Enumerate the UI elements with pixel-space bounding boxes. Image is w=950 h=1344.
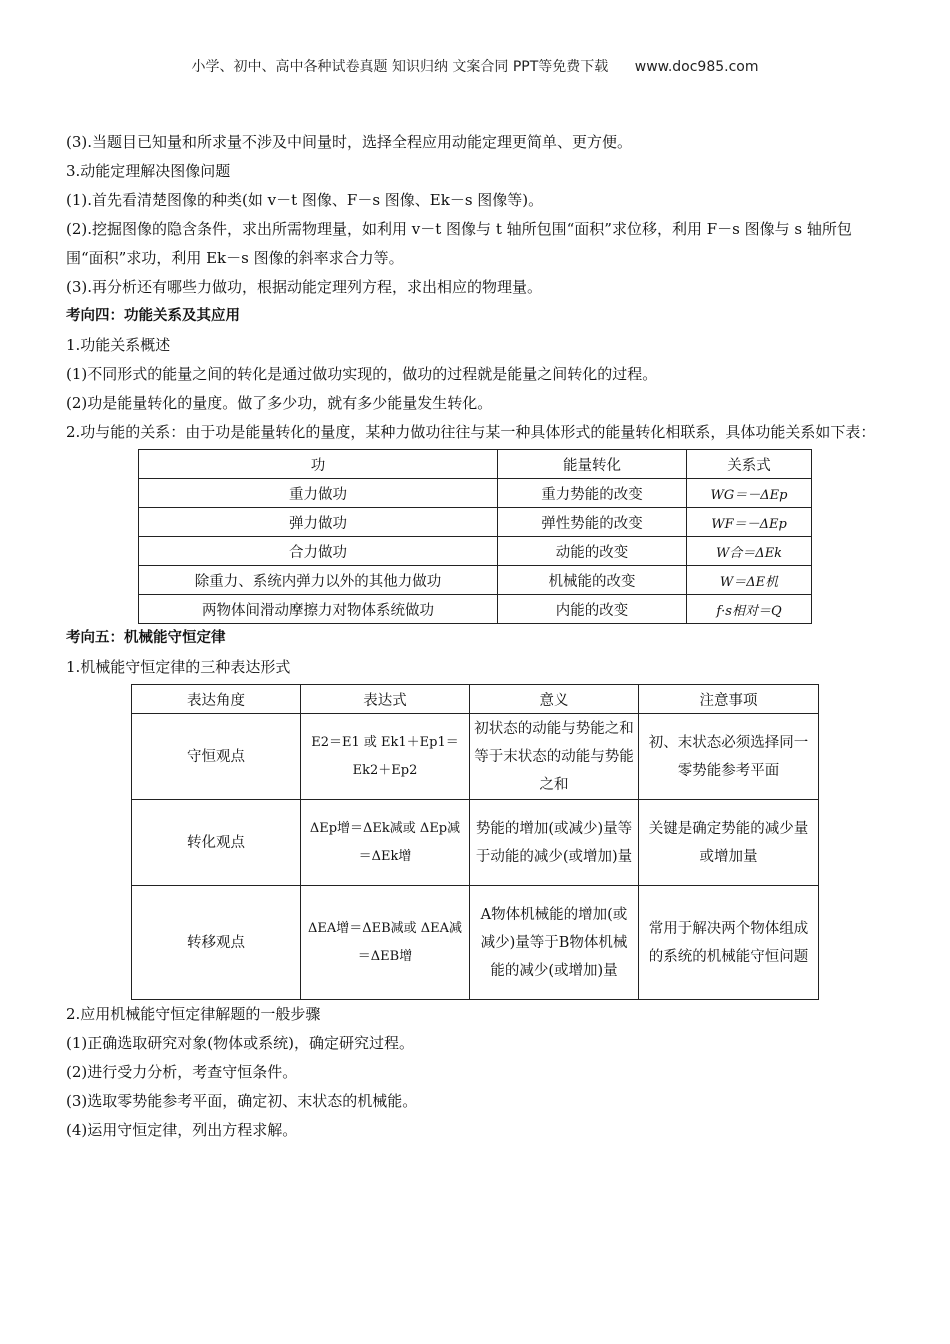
table-cell: 守恒观点	[132, 714, 301, 800]
table-cell: 重力做功	[139, 479, 498, 508]
section5-title: 考向五：机械能守恒定律	[66, 630, 226, 646]
table-cell: 内能的改变	[498, 595, 687, 624]
section4-s1b: (2)功是能量转化的量度。做了多少功，就有多少能量发生转化。	[66, 394, 493, 412]
intro-p3: (1).首先看清楚图像的种类(如 v－t 图像、F－s 图像、Ek－s 图像等)。	[66, 191, 544, 209]
table-cell: 弹力做功	[139, 508, 498, 537]
table-cell: 合力做功	[139, 537, 498, 566]
table-cell: 常用于解决两个物体组成的系统的机械能守恒问题	[639, 886, 819, 1000]
table-header: 关系式	[687, 450, 812, 479]
table-row	[139, 479, 812, 508]
work-energy-table	[138, 449, 812, 624]
section4-title: 考向四：功能关系及其应用	[66, 308, 240, 324]
section5-s1: 1.机械能守恒定律的三种表达形式	[66, 658, 291, 676]
table-cell: 转移观点	[132, 886, 301, 1000]
section5-s2: 2.应用机械能守恒定律解题的一般步骤	[66, 1005, 321, 1023]
table-cell: W＝ΔE机	[687, 566, 812, 595]
table-cell: 势能的增加(或减少)量等于动能的减少(或增加)量	[470, 800, 639, 886]
table-cell: 初、末状态必须选择同一零势能参考平面	[639, 714, 819, 800]
table-cell: WG＝－ΔEp	[687, 479, 812, 508]
table-header: 表达角度	[132, 685, 301, 714]
table-cell: A物体机械能的增加(或减少)量等于B物体机械能的减少(或增加)量	[470, 886, 639, 1000]
table-header-row	[132, 685, 819, 714]
section4-s1: 1.功能关系概述	[66, 336, 171, 354]
section5-s2c: (3)选取零势能参考平面，确定初、末状态的机械能。	[66, 1092, 418, 1110]
table-cell: 转化观点	[132, 800, 301, 886]
intro-p5: (3).再分析还有哪些力做功，根据动能定理列方程，求出相应的物理量。	[66, 278, 543, 296]
table-row	[139, 508, 812, 537]
table-header: 表达式	[301, 685, 470, 714]
page-header	[0, 56, 950, 76]
table-row	[139, 566, 812, 595]
table-header: 能量转化	[498, 450, 687, 479]
table-cell: E2＝E1 或 Ek1＋Ep1＝Ek2＋Ep2	[301, 714, 470, 800]
intro-p2: 3.动能定理解决图像问题	[66, 162, 231, 180]
section4-s2: 2.功与能的关系：由于功是能量转化的量度，某种力做功往往与某一种具体形式的能量转化相联系，具体功能关系如下表：	[66, 423, 876, 441]
table-cell: W合＝ΔEk	[687, 537, 812, 566]
table-header: 注意事项	[639, 685, 819, 714]
table-header-row	[139, 450, 812, 479]
intro-p4: (2).挖掘图像的隐含条件，求出所需物理量，如利用 v－t 图像与 t 轴所包围“面积”求位移，利用 F－s 图像与 s 轴所包围“面积”求功，利用 Ek－s 图像的斜率求合力等。	[66, 220, 852, 267]
table-cell: 重力势能的改变	[498, 479, 687, 508]
intro-p1: (3).当题目已知量和所求量不涉及中间量时，选择全程应用动能定理更简单、更方便。	[66, 133, 633, 151]
table-row	[132, 800, 819, 886]
table-cell: ΔEA增＝ΔEB减或 ΔEA减＝ΔEB增	[301, 886, 470, 1000]
table-cell: ΔEp增＝ΔEk减或 ΔEp减＝ΔEk增	[301, 800, 470, 886]
table-cell: 初状态的动能与势能之和等于末状态的动能与势能之和	[470, 714, 639, 800]
table-cell: WF＝－ΔEp	[687, 508, 812, 537]
table-row	[132, 886, 819, 1000]
table-cell: 动能的改变	[498, 537, 687, 566]
header-text: 小学、初中、高中各种试卷真题 知识归纳 文案合同 PPT等免费下载	[191, 59, 609, 75]
table-cell: 机械能的改变	[498, 566, 687, 595]
table-cell: 关键是确定势能的减少量或增加量	[639, 800, 819, 886]
table-cell: 两物体间滑动摩擦力对物体系统做功	[139, 595, 498, 624]
table-row	[139, 595, 812, 624]
table-header: 功	[139, 450, 498, 479]
document-body	[66, 128, 886, 1145]
table-row	[132, 714, 819, 800]
section5-s2a: (1)正确选取研究对象(物体或系统)，确定研究过程。	[66, 1034, 414, 1052]
section4-s1a: (1)不同形式的能量之间的转化是通过做功实现的，做功的过程就是能量之间转化的过程。	[66, 365, 658, 383]
table-cell: f·s相对＝Q	[687, 595, 812, 624]
section5-s2b: (2)进行受力分析，考查守恒条件。	[66, 1063, 298, 1081]
table-header: 意义	[470, 685, 639, 714]
conservation-table	[131, 684, 819, 1000]
table-cell: 除重力、系统内弹力以外的其他力做功	[139, 566, 498, 595]
table-cell: 弹性势能的改变	[498, 508, 687, 537]
header-site[interactable]: www.doc985.com	[634, 59, 759, 75]
section5-s2d: (4)运用守恒定律，列出方程求解。	[66, 1121, 298, 1139]
table-row	[139, 537, 812, 566]
